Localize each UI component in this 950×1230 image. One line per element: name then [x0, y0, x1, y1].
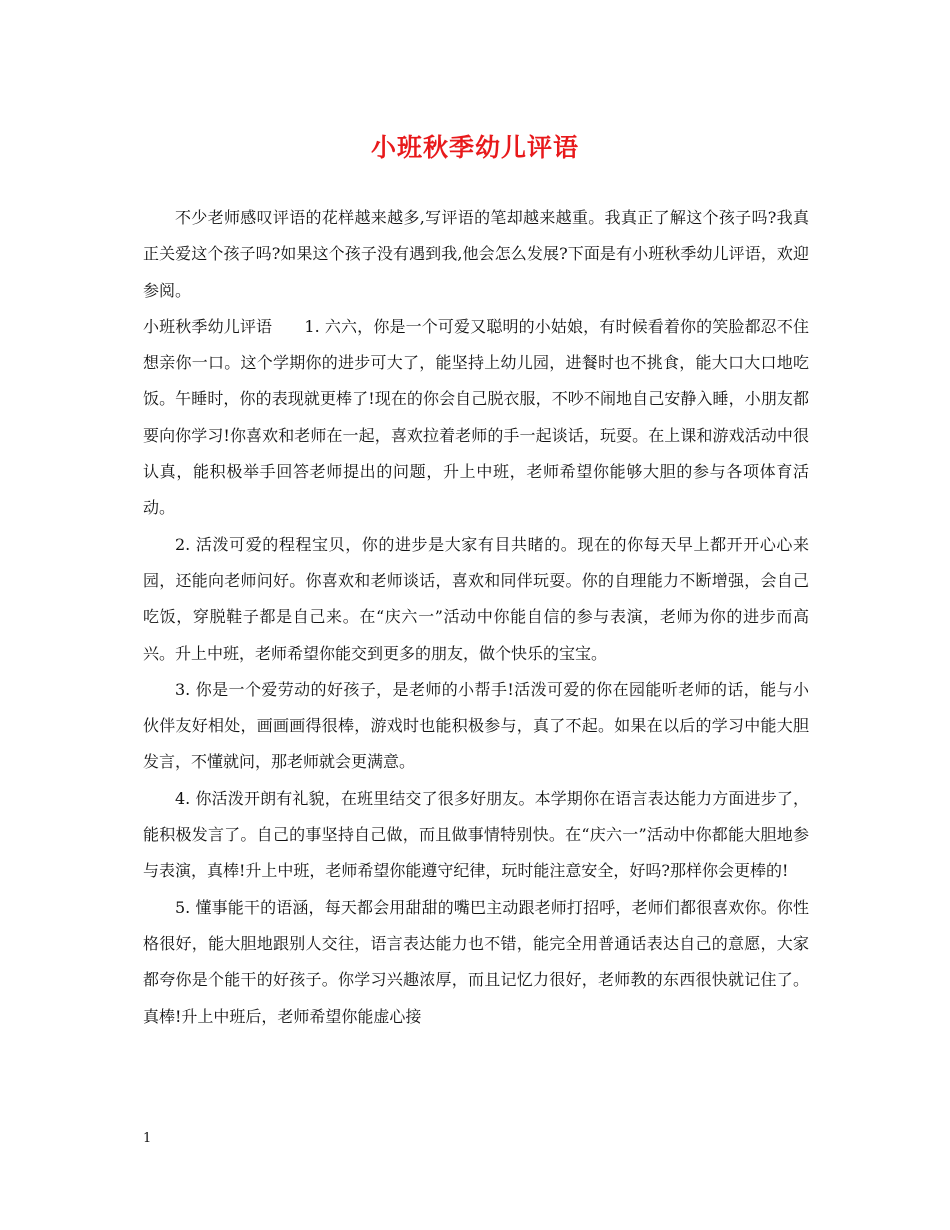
- document-body: [143, 200, 809, 1035]
- comment-paragraph-5: 5. 懂事能干的语涵，每天都会用甜甜的嘴巴主动跟老师打招呼，老师们都很喜欢你。你性格很好，能大胆地跟别人交往，语言表达能力也不错，能完全用普通话表达自己的意愿，大家都夸你是个能干的好孩子。你学习兴趣浓厚，而且记忆力很好，老师教的东西很快就记住了。真棒!升上中班后，老师希望你能虚心接: [143, 897, 809, 1026]
- comment-paragraph-1: 小班秋季幼儿评语 1. 六六，你是一个可爱又聪明的小姑娘，有时候看着你的笑脸都忍不住想亲你一口。这个学期你的进步可大了，能坚持上幼儿园，进餐时也不挑食，能大口大口地吃饭。午睡时，你的表现就更棒了!现在的你会自己脱衣服，不吵不闹地自己安静入睡，小朋友都要向你学习!你喜欢和老师在一起，喜欢拉着老师的手一起谈话，玩耍。在上课和游戏活动中很认真，能积极举手回答老师提出的问题，升上中班，老师希望你能够大胆的参与各项体育活动。: [143, 316, 809, 518]
- page-number: 1: [143, 1131, 152, 1146]
- intro-paragraph: 不少老师感叹评语的花样越来越多,写评语的笔却越来越重。我真正了解这个孩子吗?我真正关爱这个孩子吗?如果这个孩子没有遇到我,他会怎么发展?下面是有小班秋季幼儿评语，欢迎参阅。: [143, 208, 809, 300]
- comment-paragraph-4: 4. 你活泼开朗有礼貌，在班里结交了很多好朋友。本学期你在语言表达能力方面进步了，能积极发言了。自己的事坚持自己做，而且做事情特别快。在“庆六一”活动中你都能大胆地参与表演，真棒!升上中班，老师希望你能遵守纪律，玩时能注意安全，好吗?那样你会更棒的!: [143, 788, 809, 881]
- comment-paragraph-2: 2. 活泼可爱的程程宝贝，你的进步是大家有目共睹的。现在的你每天早上都开开心心来园，还能向老师问好。你喜欢和老师谈话，喜欢和同伴玩耍。你的自理能力不断增强，会自己吃饭，穿脱鞋子都是自己来。在“庆六一”活动中你能自信的参与表演，老师为你的进步而高兴。升上中班，老师希望你能交到更多的朋友，做个快乐的宝宝。: [143, 534, 809, 663]
- document-title: 小班秋季幼儿评语: [370, 133, 579, 162]
- comment-paragraph-3: 3. 你是一个爱劳动的好孩子，是老师的小帮手!活泼可爱的你在园能听老师的话，能与小伙伴友好相处，画画画得很棒，游戏时也能积极参与，真了不起。如果在以后的学习中能大胆发言，不懂就问，那老师就会更满意。: [143, 679, 809, 772]
